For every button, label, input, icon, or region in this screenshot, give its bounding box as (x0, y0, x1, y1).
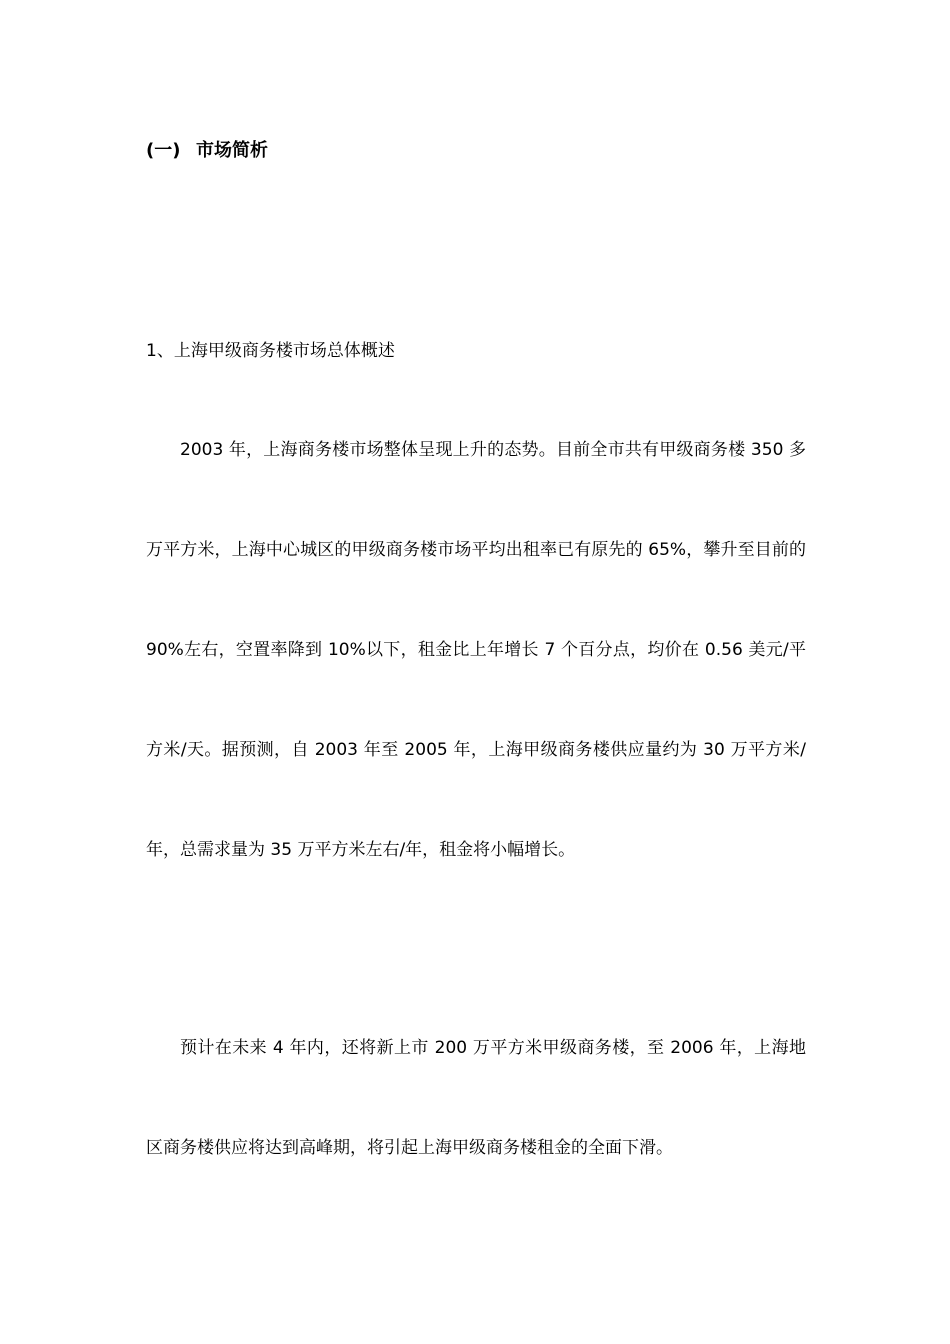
body-paragraph: 2003 年，上海商务楼市场整体呈现上升的态势。目前全市共有甲级商务楼 350 多万平方米，上海中心城区的甲级商务楼市场平均出租率已有原先的 65%，攀升至目前的 90%左右，空置率降到 10%以下，租金比上年增长 7 个百分点，均价在 0.56 美元/平方米/天。据预测，自 2003 年至 2005 年，上海甲级商务楼供应量约为 30 万平方米/年，总需求量为 35 万平方米左右/年，租金将小幅增长。 (146, 440, 806, 860)
section-title: 市场简析 (196, 140, 268, 161)
body-paragraph: 预计在未来 4 年内，还将新上市 200 万平方米甲级商务楼，至 2006 年，上海地区商务楼供应将达到高峰期，将引起上海甲级商务楼租金的全面下滑。 (146, 1038, 806, 1158)
section-heading (146, 138, 268, 164)
section-number: (一) (146, 140, 181, 161)
subsection-heading: 1、上海甲级商务楼市场总体概述 (146, 341, 395, 361)
